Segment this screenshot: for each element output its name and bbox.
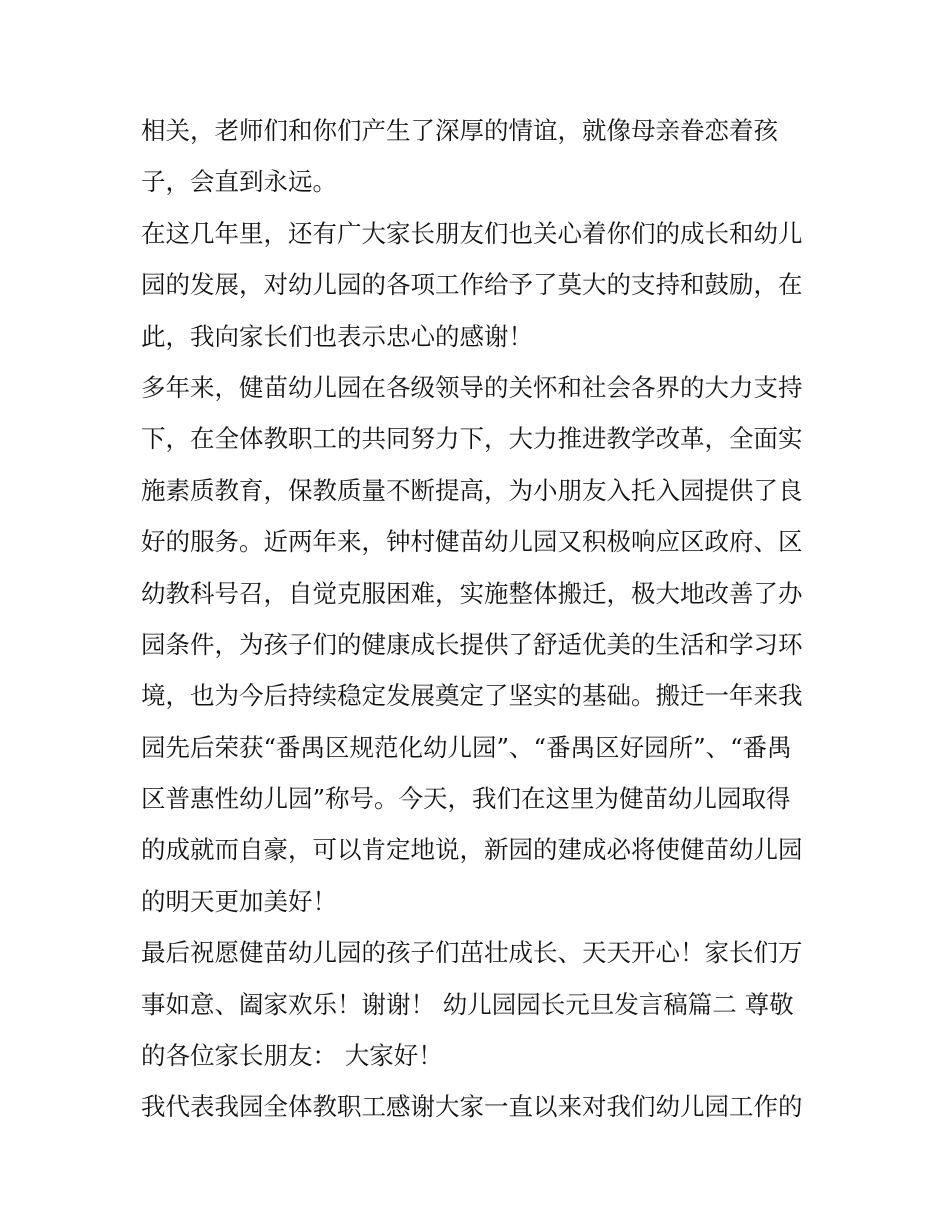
text-line: 区普惠性幼儿园”称号。今天，我们在这里为健苗幼儿园取得	[141, 784, 791, 814]
text-line: 的成就而自豪，可以肯定地说，新园的建成必将使健苗幼儿园	[141, 835, 803, 865]
text-line: 施素质教育，保教质量不断提高，为小朋友入托入园提供了良	[141, 475, 803, 505]
text-line: 最后祝愿健苗幼儿园的孩子们茁壮成长、天天开心！家长们万	[141, 938, 803, 968]
text-line: 我代表我园全体教职工感谢大家一直以来对我们幼儿园工作的	[141, 1092, 803, 1122]
body-text	[141, 105, 816, 1133]
text-line: 下，在全体教职工的共同努力下，大力推进教学改革，全面实	[141, 424, 803, 454]
text-line: 园先后荣获“番禺区规范化幼儿园”、“番禺区好园所”、“番禺	[141, 732, 792, 762]
text-line: 此，我向家长们也表示忠心的感谢！	[141, 321, 533, 351]
text-line: 园条件，为孩子们的健康成长提供了舒适优美的生活和学习环	[141, 629, 803, 659]
text-line: 在这几年里，还有广大家长朋友们也关心着你们的成长和幼儿	[141, 218, 803, 248]
text-line: 事如意、阖家欢乐！谢谢！ 幼儿园园长元旦发言稿篇二 尊敬	[141, 989, 794, 1019]
text-line: 子，会直到永远。	[141, 167, 337, 197]
text-line: 境，也为今后持续稳定发展奠定了坚实的基础。搬迁一年来我	[141, 681, 803, 711]
text-line: 好的服务。近两年来，钟村健苗幼儿园又积极响应区政府、区	[141, 527, 803, 557]
text-line: 园的发展，对幼儿园的各项工作给予了莫大的支持和鼓励，在	[141, 270, 803, 300]
text-line: 的各位家长朋友： 大家好！	[141, 1041, 443, 1071]
text-line: 多年来，健苗幼儿园在各级领导的关怀和社会各界的大力支持	[141, 372, 803, 402]
text-line: 相关，老师们和你们产生了深厚的情谊，就像母亲眷恋着孩	[141, 116, 778, 145]
text-line: 的明天更加美好！	[141, 886, 337, 916]
text-line: 幼教科号召，自觉克服困难，实施整体搬迁，极大地改善了办	[141, 578, 803, 608]
